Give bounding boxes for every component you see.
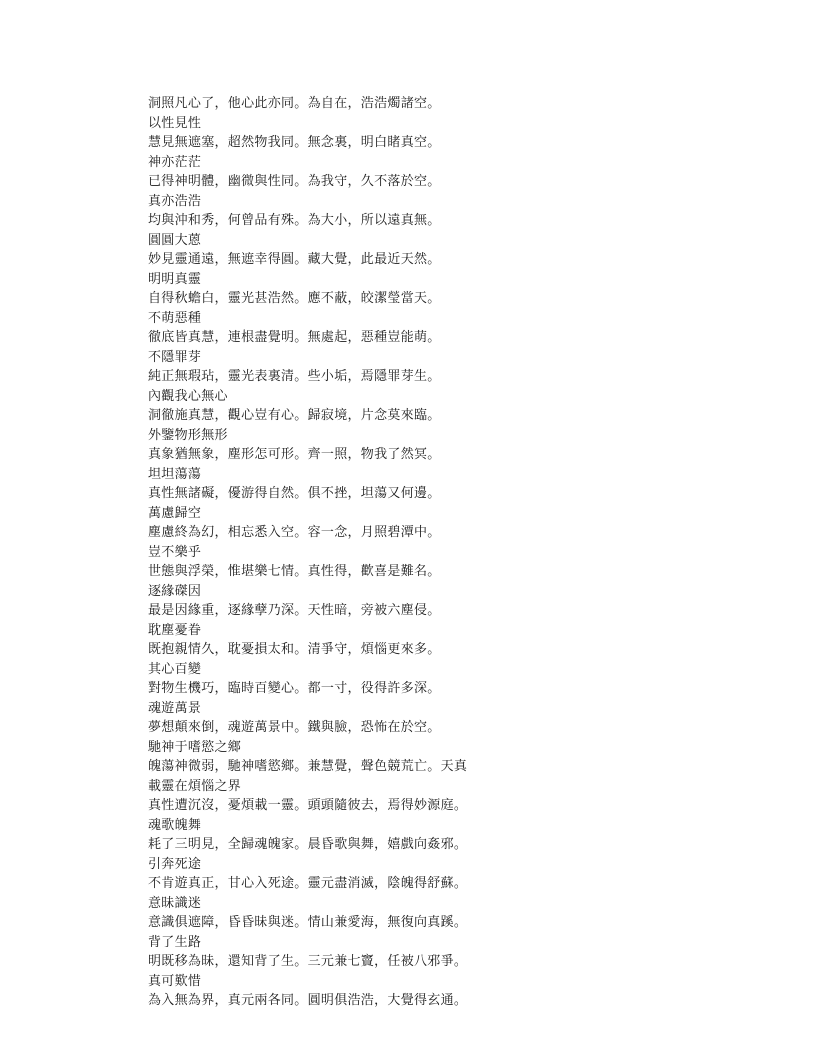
verse-line: 塵慮終為幻，相忘悉入空。容一念，月照碧潭中。 bbox=[148, 525, 441, 540]
section-heading: 坦坦蕩蕩 bbox=[148, 466, 202, 482]
section-heading: 魂遊萬景 bbox=[148, 700, 202, 716]
verse-line: 徹底皆真慧，連根盡覺明。無處起，惡種豈能萌。 bbox=[148, 330, 441, 345]
section-heading: 明明真靈 bbox=[148, 271, 202, 287]
verse-line: 世態與浮榮，惟堪樂七情。真性得，歡喜是難名。 bbox=[148, 564, 441, 579]
section-heading: 不萌惡種 bbox=[148, 310, 202, 326]
section-heading: 馳神于嗜慾之鄉 bbox=[148, 739, 242, 755]
verse-line: 已得神明體，幽微與性同。為我守，久不落於空。 bbox=[148, 174, 441, 189]
section-heading: 內觀我心無心 bbox=[148, 388, 228, 404]
document-page bbox=[148, 94, 788, 1011]
section-heading: 真亦浩浩 bbox=[148, 193, 202, 209]
section-heading: 背了生路 bbox=[148, 934, 202, 950]
verse-line: 妙見靈通遠，無遮幸得圓。藏大覺，此最近天然。 bbox=[148, 252, 441, 267]
verse-line: 既抱親情久，耽憂損太和。清爭守，煩惱更來多。 bbox=[148, 642, 441, 657]
verse-line: 對物生機巧，臨時百變心。都一寸，役得許多深。 bbox=[148, 681, 441, 696]
section-heading: 魂歌魄舞 bbox=[148, 817, 202, 833]
verse-line: 魄蕩神微弱，馳神嗜慾鄉。兼慧覺，聲色競荒亡。天真 bbox=[148, 759, 468, 774]
section-heading: 以性見性 bbox=[148, 115, 202, 131]
section-heading: 逐緣磔因 bbox=[148, 583, 202, 599]
section-heading: 耽塵憂眷 bbox=[148, 622, 202, 638]
verse-line: 意識俱遮障，昏昏昧與迷。情山兼愛海，無復向真蹊。 bbox=[148, 915, 468, 930]
verse-line: 為入無為界，真元兩各同。圓明俱浩浩，大覺得玄通。 bbox=[148, 993, 468, 1008]
section-heading: 其心百變 bbox=[148, 661, 202, 677]
section-heading: 真可歎惜 bbox=[148, 973, 202, 989]
section-heading: 外鑒物形無形 bbox=[148, 427, 228, 443]
section-heading: 引奔死途 bbox=[148, 856, 202, 872]
verse-line: 真性無諸礙，優游得自然。俱不挫，坦蕩又何邊。 bbox=[148, 486, 441, 501]
verse-line: 夢想顛來倒，魂遊萬景中。鐵與臉，恐怖在於空。 bbox=[148, 720, 441, 735]
verse-line: 明既移為昧，還知背了生。三元兼七竇，任被八邪爭。 bbox=[148, 954, 468, 969]
verse-line: 耗了三明見，全歸魂魄家。晨昏歌與舞，嬉戲向姦邪。 bbox=[148, 837, 468, 852]
verse-line: 不肯遊真正，甘心入死途。靈元盡消滅，陰魄得舒蘇。 bbox=[148, 876, 468, 891]
verse-line: 洞徹施真慧，觀心豈有心。歸寂境，片念莫來臨。 bbox=[148, 408, 441, 423]
verse-line: 慧見無遮塞，超然物我同。無念裏，明白睹真空。 bbox=[148, 135, 441, 150]
verse-line: 純正無瑕玷，靈光表裏清。些小垢，焉隱罪芽生。 bbox=[148, 369, 441, 384]
verse-line: 最是因緣重，逐緣孽乃深。天性暗，旁被六塵侵。 bbox=[148, 603, 441, 618]
section-heading: 萬慮歸空 bbox=[148, 505, 202, 521]
section-heading: 意昧識迷 bbox=[148, 895, 202, 911]
verse-line: 自得秋蟾白，靈光甚浩然。應不蔽，皎潔瑩當天。 bbox=[148, 291, 441, 306]
verse-line: 洞照凡心了，他心此亦同。為自在，浩浩燭諸空。 bbox=[148, 96, 441, 111]
section-heading: 載靈在煩惱之界 bbox=[148, 778, 242, 794]
section-heading: 不隱罪芽 bbox=[148, 349, 202, 365]
verse-line: 均與沖和秀，何曾品有殊。為大小，所以遠真無。 bbox=[148, 213, 441, 228]
text-body bbox=[148, 94, 788, 1011]
verse-line: 真性遭沉沒，憂煩載一靈。頭頭隨彼去，焉得妙源庭。 bbox=[148, 798, 468, 813]
section-heading: 豈不樂乎 bbox=[148, 544, 202, 560]
section-heading: 圓圓大蒽 bbox=[148, 232, 202, 248]
verse-line: 真象猶無象，塵形怎可形。齊一照，物我了然冥。 bbox=[148, 447, 441, 462]
section-heading: 神亦茫茫 bbox=[148, 154, 202, 170]
